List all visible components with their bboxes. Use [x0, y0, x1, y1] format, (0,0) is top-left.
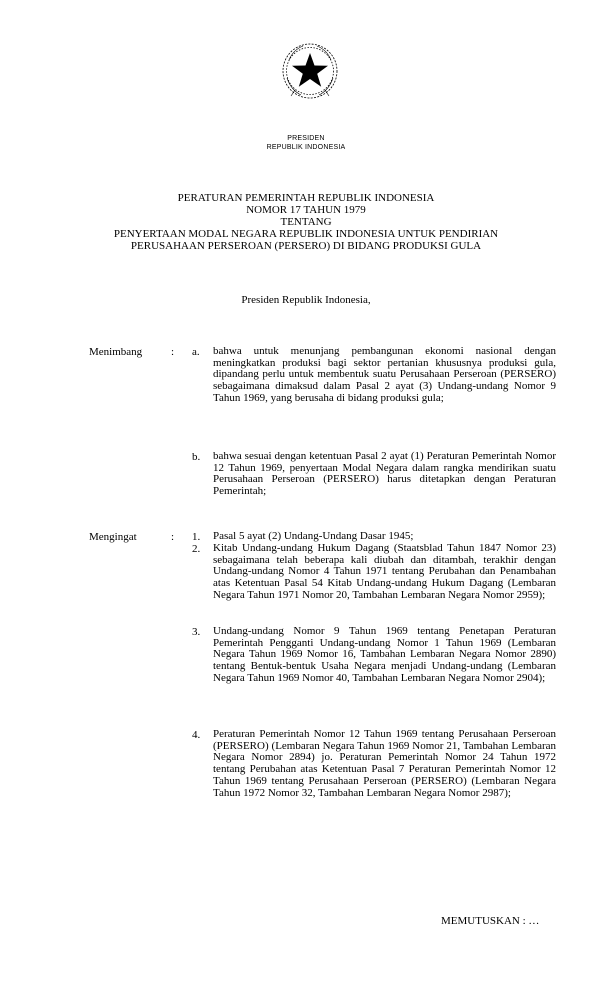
title-line-5: PERUSAHAAN PERSEROAN (PERSERO) DI BIDANG PRODUKSI GULA	[130, 240, 482, 252]
mengingat-item-4-text: Peraturan Pemerintah Nomor 12 Tahun 1969 tentang Perusahaan Perseroan (PERSERO) (Lembaran Negara Tahun 1969 Nomor 21, Tambahan Lembaran Negara Nomor 2894) jo. Peraturan Pemerintah Nomor 24 Tahun 1972 tentang Perubahan atas Ketentuan Pasal 7 Peraturan Pemerintah Nomor 12 Tahun 1969 tentang Perusahaan Perseroan (PERSERO) (Lembaran Negara Tahun 1972 Nomor 32, Tambahan Lembaran Negara Nomor 2987);	[213, 728, 556, 799]
mengingat-item-1-mark: 1.	[192, 531, 201, 543]
mengingat-item-1-text: Pasal 5 ayat (2) Undang-Undang Dasar 1945;	[213, 530, 414, 542]
header-line-republik: REPUBLIK INDONESIA	[266, 144, 346, 151]
mengingat-colon: :	[171, 531, 175, 543]
menimbang-item-b-text: bahwa sesuai dengan ketentuan Pasal 2 ayat (1) Peraturan Pemerintah Nomor 12 Tahun 1969, penyertaan Modal Negara dalam rangka mendirikan suatu Perusahaan Perseroan (PERSERO) harus ditetapkan dengan Peraturan Pemerintah;	[213, 450, 556, 498]
title-line-3: TENTANG	[280, 216, 332, 228]
mengingat-item-2-text: Kitab Undang-undang Hukum Dagang (Staatsblad Tahun 1847 Nomor 23) sebagaimana telah beberapa kali diubah dan ditambah, terakhir dengan Undang-undang Nomor 4 Tahun 1971 tentang Perubahan dan Penambahan atas Ketentuan Pasal 54 Kitab Undang-undang Hukum Dagang (Lembaran Negara Tahun 1971 Nomor 20, Tambahan Lembaran Negara Nomor 2959);	[213, 542, 556, 601]
mengingat-item-3-mark: 3.	[192, 626, 201, 638]
garuda-star-emblem-icon	[281, 40, 339, 102]
menimbang-item-a-text: bahwa untuk menunjang pembangunan ekonomi nasional dengan meningkatkan produksi bagi sektor pertanian khususnya produksi gula, dipandang perlu untuk membentuk suatu Perusahaan Perseroan (PERSERO) sebagaimana dimaksud dalam Pasal 2 ayat (3) Undang-undang Nomor 9 Tahun 1969, yang berusaha di bidang produksi gula;	[213, 345, 556, 404]
title-line-4: PENYERTAAN MODAL NEGARA REPUBLIK INDONESIA UNTUK PENDIRIAN	[113, 228, 499, 240]
mengingat-item-4-mark: 4.	[192, 729, 201, 741]
title-line-2: NOMOR 17 TAHUN 1979	[246, 204, 366, 216]
menimbang-colon: :	[171, 346, 175, 358]
menimbang-label: Menimbang	[89, 346, 143, 358]
menimbang-item-a-mark: a.	[192, 346, 200, 358]
mengingat-label: Mengingat	[89, 531, 137, 543]
memutuskan-continuation: MEMUTUSKAN : …	[441, 915, 540, 927]
preamble: Presiden Republik Indonesia,	[241, 294, 371, 306]
mengingat-item-2-mark: 2.	[192, 543, 201, 555]
header-line-presiden: PRESIDEN	[287, 135, 325, 142]
title-line-1: PERATURAN PEMERINTAH REPUBLIK INDONESIA	[177, 192, 435, 204]
mengingat-item-3-text: Undang-undang Nomor 9 Tahun 1969 tentang Penetapan Peraturan Pemerintah Pengganti Undang-undang Nomor 1 Tahun 1969 (Lembaran Negara Tahun 1969 Nomor 16, Tambahan Lembaran Negara Nomor 2890) tentang Bentuk-bentuk Usaha Negara menjadi Undang-undang (Lembaran Negara Tahun 1969 Nomor 40, Tambahan Lembaran Negara Nomor 2904);	[213, 625, 556, 684]
menimbang-item-b-mark: b.	[192, 451, 201, 463]
